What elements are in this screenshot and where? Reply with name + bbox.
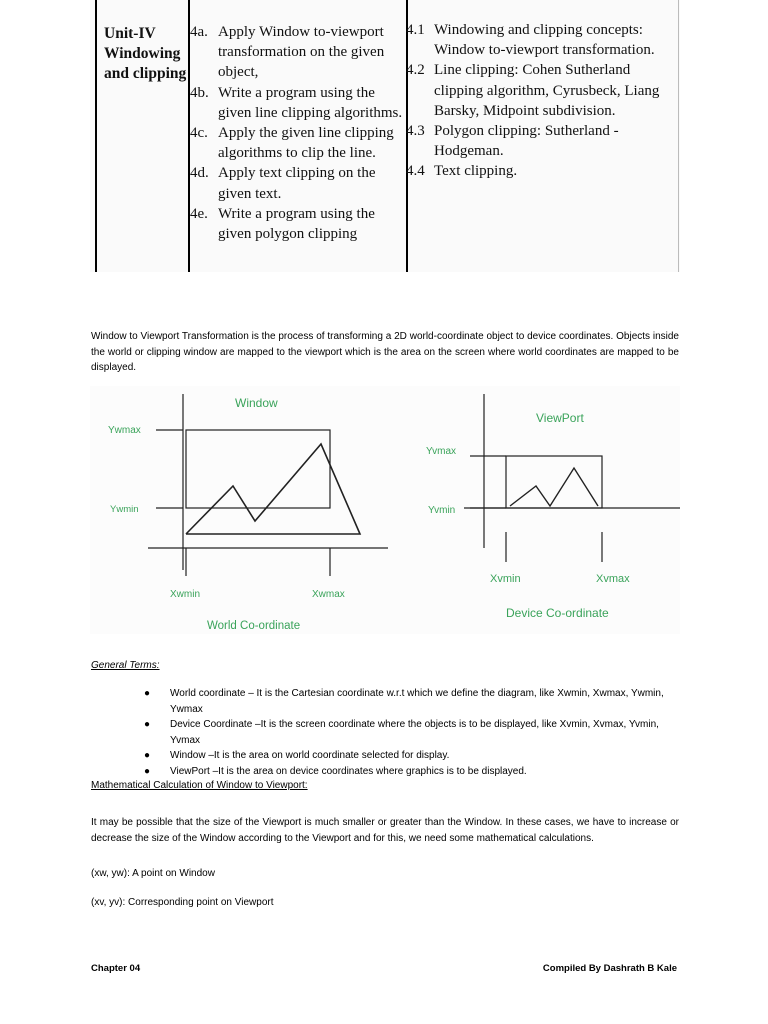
outcome-text: Apply Window to-viewport transformation on the given object, [218, 24, 385, 81]
unit-title [104, 24, 186, 84]
list-item [110, 748, 670, 764]
table-border-end [678, 0, 679, 272]
world-xmin-label: Xwmin [170, 589, 201, 600]
outcome-number: 4c. [190, 125, 208, 142]
world-caption: World Co-ordinate [207, 620, 301, 632]
viewport-label: ViewPort [536, 411, 584, 425]
math-heading: Mathematical Calculation of Window to Viewport: [91, 780, 308, 791]
syllabus-table [90, 0, 680, 272]
outcome-item [190, 22, 405, 83]
list-item-text: Window –It is the area on world coordinate selected for display. [170, 750, 450, 761]
device-ymin-label: Yvmin [428, 505, 456, 516]
unit-title-line: and clipping [104, 65, 187, 82]
list-item-text: ViewPort –It is the area on device coordinates where graphics is to be displayed. [170, 765, 527, 777]
outcome-text: Write a program using the given line clipping algorithms. [218, 84, 403, 121]
topic-text: Line clipping: Cohen Sutherland clipping algorithm, Cyrusbeck, Liang Barsky, Midpoint subdivision. [434, 62, 660, 119]
world-xmax-label: Xwmax [312, 589, 345, 600]
point-window-text: (xw, yw): A point on Window [91, 868, 215, 879]
topic-text: Polygon clipping: Sutherland -Hodgeman. [434, 123, 619, 160]
outcome-text: Write a program using the given polygon clipping [218, 205, 375, 243]
math-paragraph: It may be possible that the size of the Viewport is much smaller or greater than the Window. In these cases, we have to increase or decrease the size of the Window according to the Viewport and for this, we need some mathematical calculations. [91, 817, 679, 844]
device-xmin-label: Xvmin [490, 573, 521, 585]
bullet-icon: ● [144, 688, 151, 699]
point-viewport-text: (xv, yv): Corresponding point on Viewport [91, 897, 274, 908]
footer-chapter: Chapter 04 [91, 963, 141, 974]
list-item [110, 686, 670, 717]
topic-item [406, 60, 676, 121]
general-terms-heading: General Terms: [91, 660, 160, 671]
topic-text: Windowing and clipping concepts: Window to-viewport transformation. [434, 22, 655, 59]
window-label: Window [235, 396, 278, 410]
unit-title-line: Unit-IV [104, 25, 156, 42]
table-border-left [95, 0, 97, 272]
outcome-text: Apply text clipping on the given text. [218, 165, 376, 202]
bullet-icon: ● [144, 750, 151, 761]
topics-list [406, 20, 676, 182]
list-item [110, 717, 670, 748]
topic-number: 4.2 [406, 62, 425, 79]
list-item-text: World coordinate – It is the Cartesian coordinate w.r.t which we define the diagram, like Xwmin, Xwmax, Ywmin, Ywmax [170, 688, 664, 715]
outcome-number: 4a. [190, 24, 208, 40]
intro-paragraph: Window to Viewport Transformation is the process of transforming a 2D world-coordinate object to device coordinates. Objects inside the world or clipping window are mapped to the viewport which is the area on the screen where world coordinates are mapped to be displayed. [91, 331, 679, 373]
outcome-item [190, 83, 405, 123]
list-item [110, 764, 670, 780]
world-ymin-label: Ywmin [110, 504, 139, 515]
topic-item [406, 121, 676, 161]
outcome-number: 4e. [190, 205, 208, 222]
outcome-item [190, 204, 405, 244]
device-ymax-label: Yvmax [426, 446, 457, 457]
topic-item [406, 20, 676, 60]
world-ymax-label: Ywmax [108, 425, 141, 436]
outcome-number: 4d. [190, 165, 209, 182]
outcome-item [190, 163, 405, 203]
general-terms-list [110, 686, 670, 779]
outcome-item [190, 123, 405, 163]
bullet-icon: ● [144, 719, 151, 730]
outcome-text: Apply the given line clipping algorithms to clip the line. [218, 125, 394, 162]
device-xmax-label: Xvmax [596, 573, 630, 585]
topic-number: 4.4 [406, 163, 425, 180]
outcome-number: 4b. [190, 84, 209, 101]
outcomes-list [190, 22, 405, 244]
list-item-text: Device Coordinate –It is the screen coordinate where the objects is to be displayed, like Xvmin, Xvmax, Yvmin, Yvmax [170, 719, 659, 746]
topic-text: Text clipping. [434, 163, 518, 180]
device-caption: Device Co-ordinate [506, 606, 609, 620]
topic-item [406, 161, 676, 181]
footer-author: Compiled By Dashrath B Kale [542, 963, 677, 974]
bullet-icon: ● [144, 765, 151, 777]
topic-number: 4.3 [406, 123, 425, 140]
window-viewport-diagram [90, 386, 680, 634]
unit-title-line: Windowing [104, 45, 181, 62]
topic-number: 4.1 [406, 22, 425, 38]
